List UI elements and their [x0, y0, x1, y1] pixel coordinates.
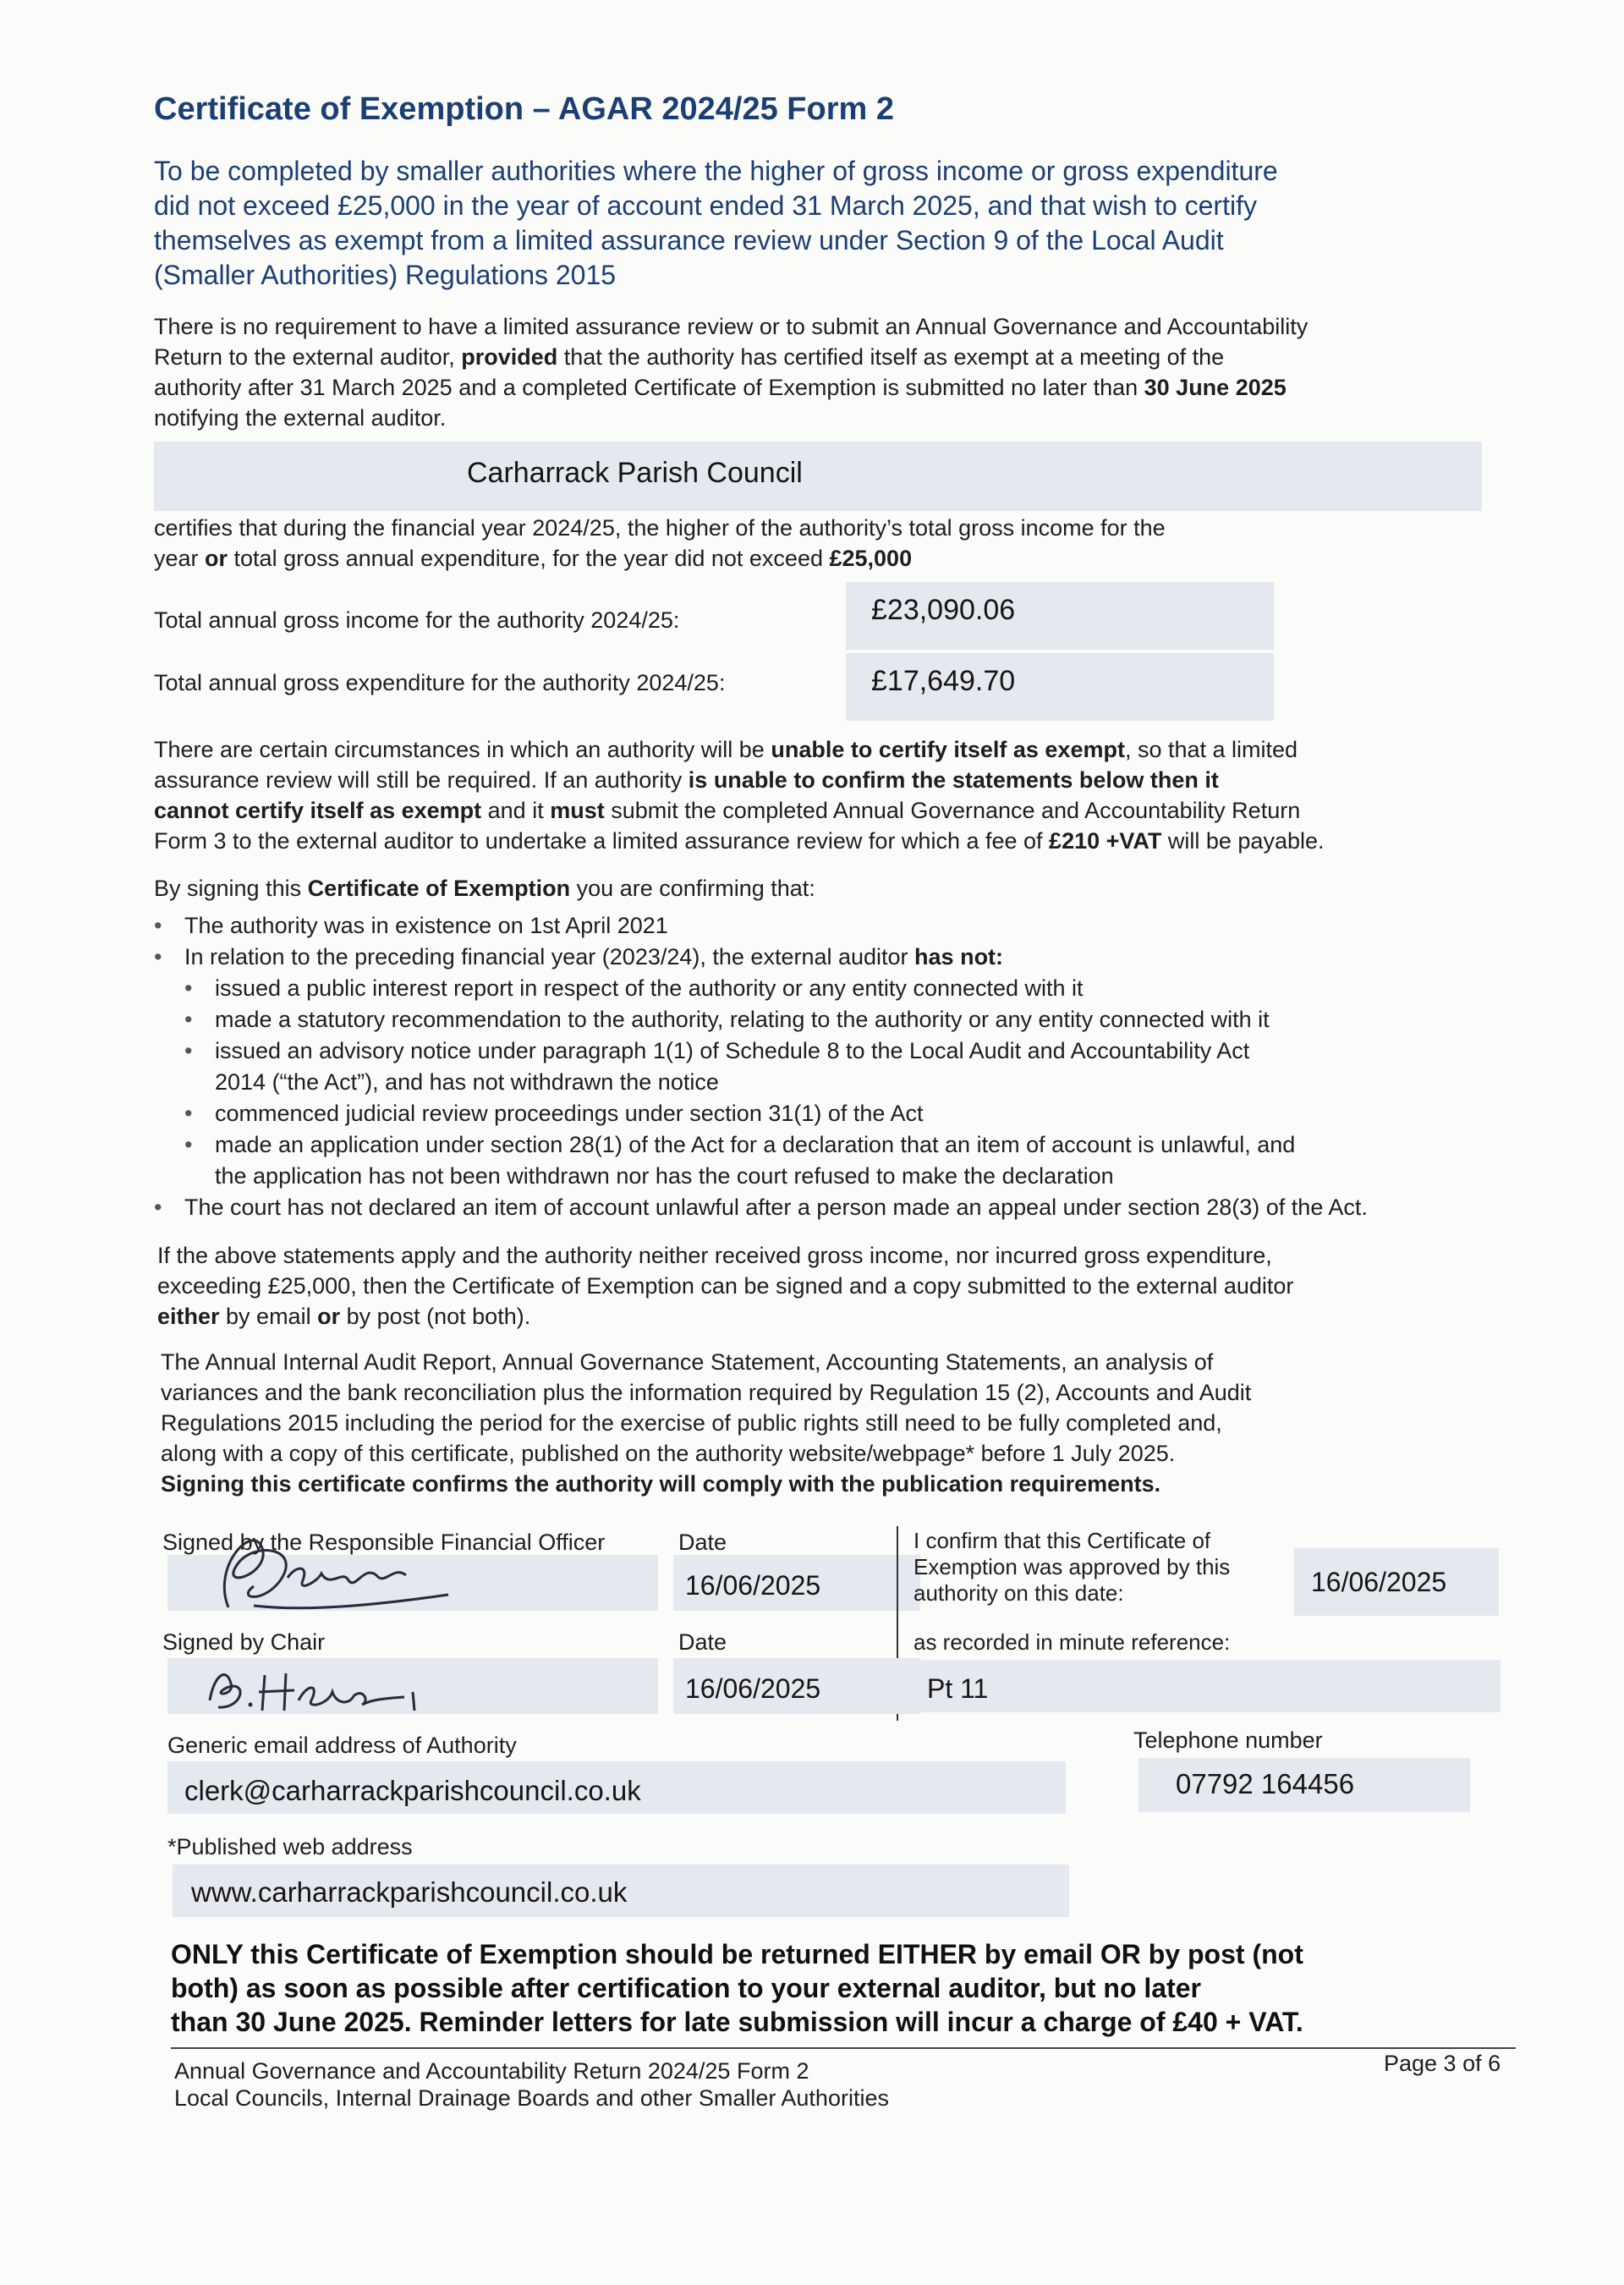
- authority-name-box[interactable]: [154, 442, 1482, 511]
- requirement-paragraph: There is no requirement to have a limited assurance review or to submit an Annual Governance and Accountability Return to the external auditor, provided that the authority has certified itself as exempt at a meeting of the authority after 31 March 2025 and a completed Certificate of Exemption is submitted no later than 30 June 2025 notifying the external auditor.: [154, 314, 1309, 431]
- income-value: £23,090.06: [871, 594, 1016, 626]
- email-value: clerk@carharrackparishcouncil.co.uk: [184, 1775, 641, 1806]
- list-item: • issued an advisory notice under paragraph 1(1) of Schedule 8 to the Local Audit and Accountability Act: [184, 1038, 1250, 1063]
- signing-intro: By signing this Certificate of Exemption you are confirming that:: [154, 876, 815, 901]
- list-item: • made a statutory recommendation to the authority, relating to the authority or any entity connected with it: [184, 1007, 1270, 1032]
- approval-date: 16/06/2025: [1311, 1567, 1447, 1597]
- page-number: Page 3 of 6: [1384, 2051, 1501, 2076]
- bullet-list: [154, 910, 1368, 1223]
- certifies-paragraph: certifies that during the financial year 2024/25, the higher of the authority’s total gross income for the year or total gross annual expenditure, for the year did not exceed £25,000: [154, 515, 1166, 571]
- page-title: Certificate of Exemption – AGAR 2024/25 Form 2: [154, 91, 894, 127]
- minute-ref: Pt 11: [927, 1673, 989, 1704]
- chair-date: 16/06/2025: [685, 1673, 821, 1704]
- list-item-continued: the application has not been withdrawn nor has the court refused to make the declaration: [215, 1163, 1114, 1189]
- web-address-label: *Published web address: [167, 1834, 413, 1859]
- confirm-text: I confirm that this Certificate of Exemption was approved by this authority on this date:: [914, 1528, 1231, 1606]
- rfo-date: 16/06/2025: [685, 1570, 821, 1601]
- phone-label: Telephone number: [1133, 1727, 1323, 1753]
- list-item: • made an application under section 28(1) of the Act for a declaration that an item of account is unlawful, and: [184, 1132, 1296, 1157]
- email-label: Generic email address of Authority: [167, 1733, 517, 1758]
- rfo-signature: [203, 1514, 474, 1629]
- list-item: • The authority was in existence on 1st April 2021: [154, 913, 668, 938]
- income-label: Total annual gross income for the authority 2024/25:: [154, 607, 680, 633]
- intro-line: themselves as exempt from a limited assurance review under Section 9 of the Local Audit: [154, 225, 1224, 255]
- web-address-value: www.carharrackparishcouncil.co.uk: [191, 1876, 628, 1908]
- rfo-signature-label: Signed by the Responsible Financial Officer: [162, 1530, 606, 1555]
- authority-name: Carharrack Parish Council: [467, 457, 803, 489]
- chair-signature-label: Signed by Chair: [162, 1629, 326, 1655]
- intro-line: To be completed by smaller authorities where the higher of gross income or gross expenditure: [154, 156, 1278, 186]
- phone-value: 07792 164456: [1176, 1768, 1355, 1799]
- list-item-continued: 2014 (“the Act”), and has not withdrawn the notice: [215, 1069, 719, 1095]
- footer-divider: [171, 2047, 1516, 2049]
- intro-line: (Smaller Authorities) Regulations 2015: [154, 260, 617, 290]
- expenditure-value: £17,649.70: [871, 665, 1016, 697]
- list-item: • issued a public interest report in respect of the authority or any entity connected with it: [184, 975, 1084, 1001]
- chair-date-label: Date: [678, 1629, 727, 1655]
- rfo-date-label: Date: [678, 1530, 727, 1555]
- minute-ref-box[interactable]: [914, 1660, 1501, 1712]
- list-item: • commenced judicial review proceedings under section 31(1) of the Act: [184, 1101, 924, 1126]
- list-item: • In relation to the preceding financial year (2023/24), the external auditor has not:: [154, 944, 1004, 969]
- intro-text: [154, 154, 1440, 293]
- intro-line: did not exceed £25,000 in the year of account ended 31 March 2025, and that wish to certify: [154, 190, 1257, 221]
- footer-text: Annual Governance and Accountability Return 2024/25 Form 2 Local Councils, Internal Drainage Boards and other Smaller Authorities: [174, 2058, 889, 2111]
- return-notice: ONLY this Certificate of Exemption should be returned EITHER by email OR by post (not both) as soon as possible after certification to your external auditor, but no later than 30 June 2025. Reminder letters for late submission will incur a charge of £40 + VAT.: [171, 1939, 1303, 2037]
- publish-paragraph: The Annual Internal Audit Report, Annual Governance Statement, Accounting Statements, an analysis of variances and the bank reconciliation plus the information required by Regulation 15 (2), Accounts and Audit Regulations 2015 including the period for the exercise of public rights still need to be fully completed and, along with a copy of this certificate, published on the authority website/webpage* before 1 July 2025. Signing this certificate confirms the authority will comply with the publication requirements.: [161, 1349, 1252, 1497]
- list-item: • The court has not declared an item of account unlawful after a person made an appeal under section 28(3) of the Act.: [154, 1195, 1368, 1220]
- expenditure-label: Total annual gross expenditure for the authority 2024/25:: [154, 670, 726, 695]
- chair-signature: [201, 1658, 455, 1722]
- minute-ref-label: as recorded in minute reference:: [914, 1629, 1231, 1655]
- circumstances-paragraph: There are certain circumstances in which an authority will be unable to certify itself as exempt, so that a limited assurance review will still be required. If an authority is unable to confirm the statements below then it cannot certify itself as exempt and it must submit the completed Annual Governance and Accountability Return Form 3 to the external auditor to undertake a limited assurance review for which a fee of £210 +VAT will be payable.: [154, 737, 1325, 854]
- apply-paragraph: If the above statements apply and the authority neither received gross income, nor incurred gross expenditure, exceeding £25,000, then the Certificate of Exemption can be signed and a copy submitted to the external auditor either by email or by post (not both).: [157, 1243, 1294, 1329]
